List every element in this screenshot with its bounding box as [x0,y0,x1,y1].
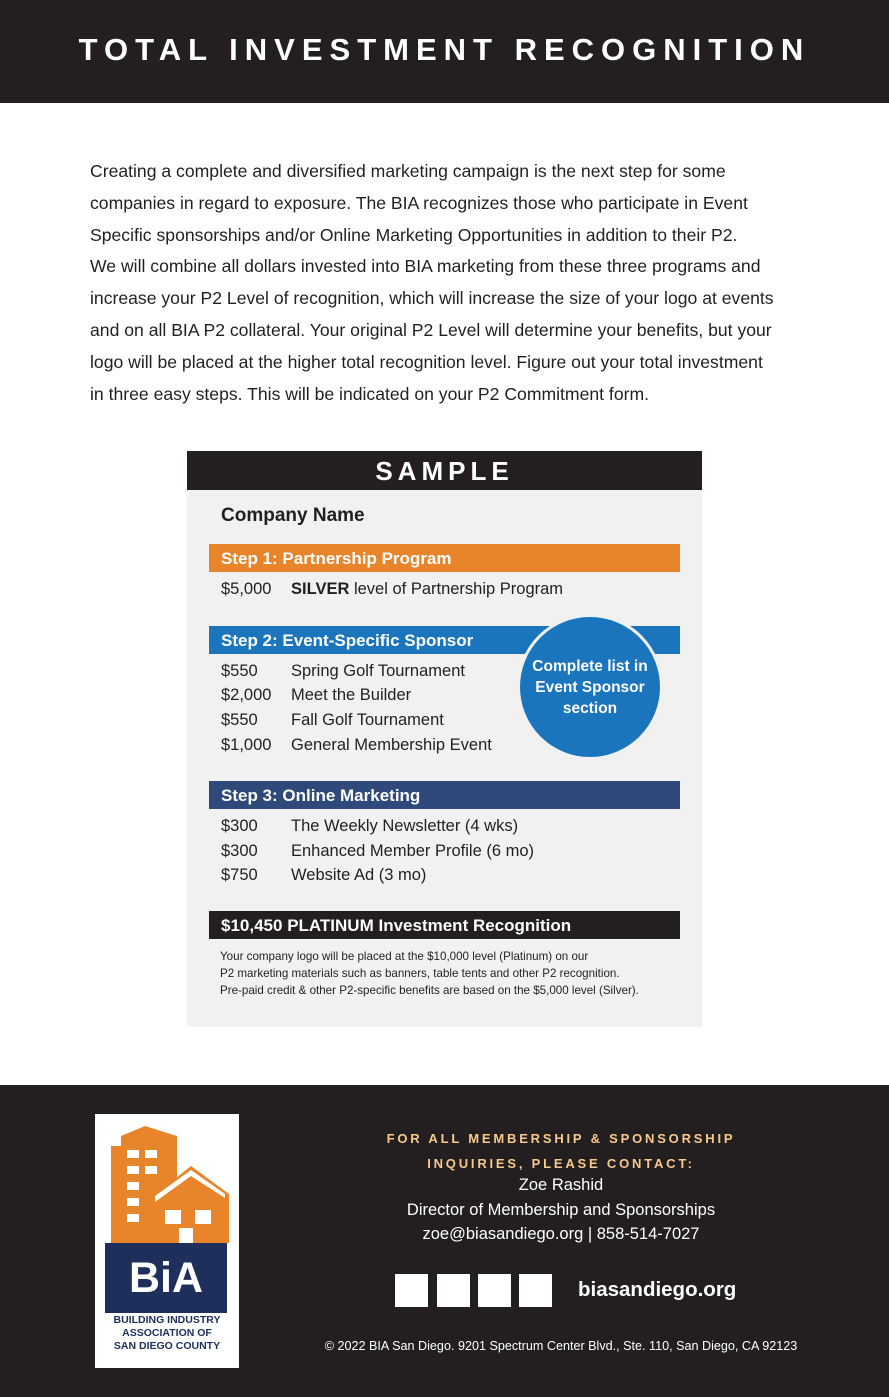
step1-bar: Step 1: Partnership Program [209,544,680,572]
row-text: Fall Golf Tournament [291,711,444,729]
sample-heading: SAMPLE [187,451,702,490]
intro-line: We will combine all dollars invested into BIA marketing from these three programs and [90,256,761,277]
intro-line: increase your P2 Level of recognition, which will increase the size of your logo at events [90,288,774,309]
website-link[interactable]: biasandiego.org [578,1278,737,1301]
fine-print [220,948,690,999]
contact-name: Zoe Rashid [518,1176,604,1194]
contact-info[interactable]: zoe@biasandiego.org | 858-514-7027 [422,1225,700,1243]
step2-row [221,711,444,730]
page-title: TOTAL INVESTMENT RECOGNITION [78,32,811,67]
fine-line: P2 marketing materials such as banners, table tents and other P2 recognition. [220,967,620,980]
company-name: Company Name [221,505,365,526]
intro-line: Specific sponsorships and/or Online Marketing Opportunities in addition to their P2. [90,224,738,245]
contact-heading-line: FOR ALL MEMBERSHIP & SPONSORSHIP [386,1131,736,1146]
intro-line: companies in regard to exposure. The BIA recognizes those who participate in Event [90,192,748,213]
step3-row [221,842,534,861]
row-text: Website Ad (3 mo) [291,866,427,884]
total-bar [209,911,680,939]
step2-bar: Step 2: Event-Specific Sponsor [209,626,680,654]
amount: $5,000 [221,580,272,598]
row-text: level of Partnership Program [349,580,564,598]
logo-line: ASSOCIATION OF [122,1327,212,1339]
intro-line: in three easy steps. This will be indicated on your P2 Commitment form. [90,383,650,404]
intro-paragraph [90,156,802,410]
step2-row [221,686,411,705]
callout-text: Complete list in Event Sponsor section [532,657,648,717]
building-icon [105,1126,229,1243]
header-bar [0,0,889,103]
amount: $550 [221,662,258,680]
total-text: Investment Recognition [378,916,572,935]
row-text: Spring Golf Tournament [291,662,465,680]
event-sponsor-callout [517,614,663,760]
contact-heading [318,1126,804,1176]
amount: $2,000 [221,686,272,704]
amount: $550 [221,711,258,729]
level: SILVER [291,580,350,598]
amount: $750 [221,866,258,884]
row-text: The Weekly Newsletter (4 wks) [291,817,519,835]
copyright: © 2022 BIA San Diego. 9201 Spectrum Center Blvd., Ste. 110, San Diego, CA 92123 [324,1339,798,1353]
total-amount: $10,450 [221,916,283,935]
amount: $1,000 [221,736,272,754]
logo-text [95,1314,239,1353]
step1-row [221,580,563,599]
social-icon[interactable] [395,1274,428,1307]
step3-row [221,866,426,885]
intro-line: and on all BIA P2 collateral. Your original P2 Level will determine your benefits, but your [90,319,772,340]
logo-line: SAN DIEGO COUNTY [113,1340,221,1352]
row-text: General Membership Event [291,736,492,754]
step3-row [221,817,518,836]
step2-row [221,662,465,681]
step2-row [221,736,492,755]
bia-logo [95,1114,239,1368]
fine-line: Your company logo will be placed at the $10,000 level (Platinum) on our [220,950,589,963]
intro-line: logo will be placed at the higher total recognition level. Figure out your total investment [90,351,763,372]
row-text: Enhanced Member Profile (6 mo) [291,842,535,860]
social-icon[interactable] [519,1274,552,1307]
contact-title: Director of Membership and Sponsorships [406,1201,716,1219]
footer [0,1085,889,1397]
intro-line: Creating a complete and diversified marketing campaign is the next step for some [90,161,726,181]
amount: $300 [221,842,258,860]
amount: $300 [221,817,258,835]
step3-bar: Step 3: Online Marketing [209,781,680,809]
logo-mark: BiA [105,1243,227,1313]
sample-panel [187,451,702,1027]
row-text: Meet the Builder [291,686,412,704]
social-icon[interactable] [437,1274,470,1307]
contact-heading-line: INQUIRIES, PLEASE CONTACT: [427,1156,695,1171]
logo-line: BUILDING INDUSTRY [113,1314,221,1326]
social-icon[interactable] [478,1274,511,1307]
total-level: PLATINUM [287,916,374,935]
fine-line: Pre-paid credit & other P2-specific benefits are based on the $5,000 level (Silver). [220,984,639,997]
